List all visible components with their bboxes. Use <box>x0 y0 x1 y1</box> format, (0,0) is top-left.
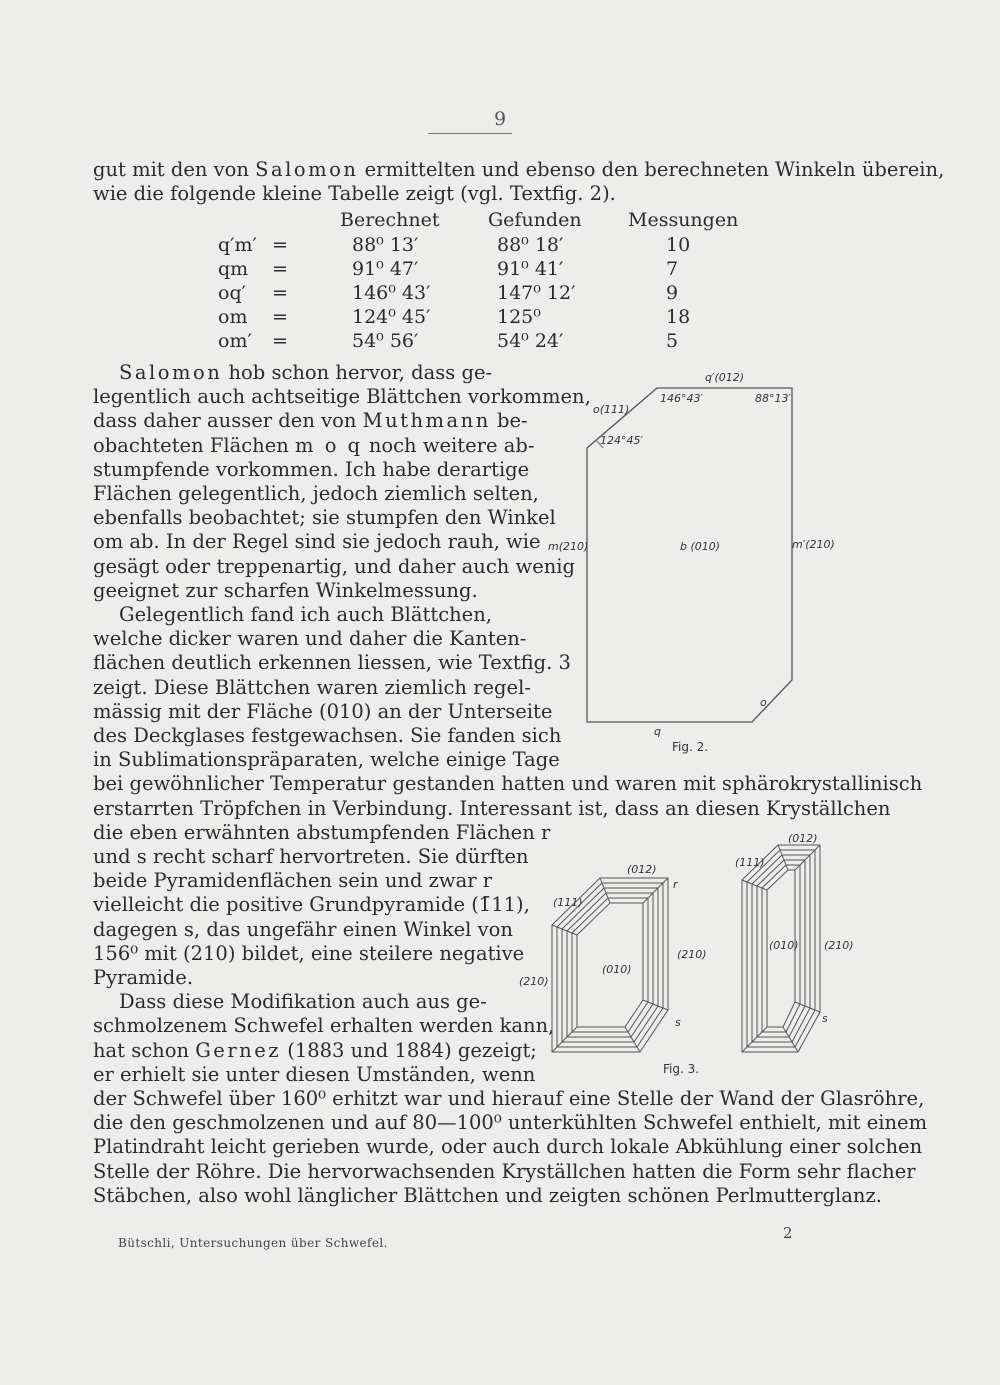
body-line <box>93 651 571 675</box>
page-number: 9 <box>493 108 507 130</box>
line-segment: wie die folgende kleine Tabelle zeigt (vgl. Textfig. 2). <box>93 182 616 205</box>
fig2-label-qprime: q′(012) <box>705 371 745 384</box>
line-segment: ermittelten und ebenso den berechneten Winkeln überein, <box>358 158 945 181</box>
fig3-drawing <box>515 828 854 1073</box>
table-face: om <box>218 306 248 328</box>
body-line <box>93 627 526 651</box>
spaced-name: Salomon <box>255 158 359 181</box>
line-segment: ebenfalls beobachtet; sie stumpfen den Winkel <box>93 506 556 530</box>
table-equals: = <box>272 306 288 328</box>
line-segment: mässig mit der Fläche (010) an der Unterseite <box>93 699 553 723</box>
fig2-label-q: q <box>654 725 661 738</box>
fig2-label-m: m(210) <box>548 540 589 553</box>
table-measurements: 18 <box>666 306 691 328</box>
line-segment: noch weitere ab- <box>362 433 535 457</box>
body-line <box>93 1160 916 1184</box>
table-found: 54⁰ 24′ <box>497 330 564 352</box>
fig3-right-label-right: (210) <box>824 939 854 952</box>
body-line <box>93 821 550 845</box>
line-segment: dass daher ausser den von <box>93 409 363 433</box>
spaced-name: Muthmann <box>362 409 491 433</box>
body-line <box>93 748 560 772</box>
line-segment: welche dicker waren und daher die Kanten- <box>93 627 527 651</box>
fig2-label-b: b (010) <box>680 540 721 553</box>
fig2-label-o2: o <box>760 696 767 709</box>
table-header-found: Gefunden <box>488 209 582 231</box>
body-line <box>93 700 552 724</box>
body-line <box>93 845 529 869</box>
body-line <box>93 434 534 458</box>
table-measurements: 10 <box>666 234 691 256</box>
spaced-name: m o q <box>295 433 363 457</box>
table-found: 88⁰ 18′ <box>497 234 564 256</box>
table-face: q′m′ <box>218 234 257 256</box>
line-segment: Dass diese Modifikation auch aus ge- <box>119 990 487 1014</box>
body-line <box>93 966 193 990</box>
line-segment: er erhielt sie unter diesen Umständen, wenn <box>93 1062 536 1086</box>
line-segment: dagegen s, das ungefähr einen Winkel von <box>93 917 513 941</box>
line-segment: in Sublimationspräparaten, welche einige Tage <box>93 748 560 772</box>
table-measurements: 9 <box>666 282 679 304</box>
body-line <box>93 1039 537 1063</box>
body-line <box>93 530 541 554</box>
table-found: 91⁰ 41′ <box>497 258 564 280</box>
body-line <box>93 1063 535 1087</box>
body-line <box>93 869 492 893</box>
body-line <box>93 772 922 796</box>
fig3-right-label-s: s <box>822 1012 828 1025</box>
line-segment: schmolzenem Schwefel erhalten werden kann, <box>93 1014 555 1038</box>
table-face: om′ <box>218 330 252 352</box>
line-segment: (1883 und 1884) gezeigt; <box>281 1038 537 1062</box>
line-segment: om ab. In der Regel sind sie jedoch rauh, wie <box>93 530 541 554</box>
fig2-angle-146: 146°43′ <box>660 392 703 405</box>
body-line <box>93 724 561 748</box>
line-segment: flächen deutlich erkennen liessen, wie Textfig. 3 <box>93 651 571 675</box>
body-line <box>93 1111 927 1135</box>
table-found: 147⁰ 12′ <box>497 282 576 304</box>
body-line <box>93 893 530 917</box>
line-segment: Gelegentlich fand ich auch Blättchen, <box>119 603 492 626</box>
sheet-number: 2 <box>783 1224 793 1242</box>
line-segment: des Deckglases festgewachsen. Sie fanden sich <box>93 724 562 747</box>
body-line <box>119 361 492 385</box>
spaced-name: Gernez <box>195 1038 282 1062</box>
line-segment: gesägt oder treppenartig, und daher auch wenig <box>93 554 576 578</box>
fig2-drawing <box>540 365 835 745</box>
page-number-rule <box>428 133 512 134</box>
body-line <box>93 482 539 506</box>
fig3-left-label-right: (210) <box>677 948 707 961</box>
line-segment: und s recht scharf hervortreten. Sie dürften <box>93 845 529 868</box>
table-calculated: 88⁰ 13′ <box>352 234 419 256</box>
body-line <box>93 579 478 603</box>
fig3-left-label-left: (210) <box>519 975 549 988</box>
fig3-caption: Fig. 3. <box>663 1062 700 1076</box>
body-line <box>119 603 492 627</box>
body-line <box>93 1087 924 1111</box>
line-segment: Stäbchen, also wohl länglicher Blättchen und zeigten schönen Perlmutterglanz. <box>93 1183 882 1207</box>
table-equals: = <box>272 234 288 256</box>
line-segment: be- <box>490 409 528 433</box>
fig3-left-label-s: s <box>675 1016 681 1029</box>
fig2-angle-124: 124°45′ <box>600 434 643 447</box>
spaced-name: Salomon <box>119 361 223 384</box>
table-equals: = <box>272 282 288 304</box>
table-header-calc: Berechnet <box>340 209 440 231</box>
intro-line <box>93 158 944 182</box>
line-segment: Flächen gelegentlich, jedoch ziemlich selten, <box>93 482 539 505</box>
table-calculated: 91⁰ 47′ <box>352 258 419 280</box>
line-segment: hat schon <box>93 1038 196 1062</box>
fig3-left-label-top: (012) <box>627 863 657 876</box>
body-line <box>93 1135 922 1159</box>
footer-text: Bütschli, Untersuchungen über Schwefel. <box>118 1236 388 1250</box>
table-measurements: 7 <box>666 258 679 280</box>
body-line <box>93 797 890 821</box>
line-segment: gut mit den von <box>93 158 256 181</box>
fig2-caption: Fig. 2. <box>672 740 709 754</box>
table-measurements: 5 <box>666 330 679 352</box>
fig2-label-mprime: m′(210) <box>792 538 835 551</box>
fig2-angle-88: 88°13′ <box>755 392 791 405</box>
body-line <box>93 409 528 433</box>
line-segment: die eben erwähnten abstumpfenden Flächen r <box>93 820 551 844</box>
line-segment: hob schon hervor, dass ge- <box>222 361 493 384</box>
body-line <box>93 918 513 942</box>
body-line <box>93 942 524 966</box>
fig3-right-label-top: (012) <box>788 832 818 845</box>
body-line <box>93 1184 882 1208</box>
line-segment: beide Pyramidenflächen sein und zwar r <box>93 869 493 893</box>
body-line <box>93 676 531 700</box>
fig3-left-label-ul: (111) <box>553 896 583 909</box>
fig3-left-label-r: r <box>673 878 678 891</box>
line-segment: der Schwefel über 160⁰ erhitzt war und hierauf eine Stelle der Wand der Glasröhre, <box>93 1087 925 1110</box>
body-line <box>93 506 556 530</box>
body-line <box>93 555 575 579</box>
line-segment: stumpfende vorkommen. Ich habe derartige <box>93 457 530 481</box>
line-segment: obachteten Flächen <box>93 433 296 457</box>
line-segment: erstarrten Tröpfchen in Verbindung. Interessant ist, dass an diesen Kryställchen <box>93 796 891 820</box>
body-line <box>93 385 591 409</box>
table-face: qm <box>218 258 249 280</box>
line-segment: die den geschmolzenen und auf 80—100⁰ unterkühlten Schwefel enthielt, mit einem <box>93 1111 928 1135</box>
line-segment: zeigt. Diese Blättchen waren ziemlich regel- <box>93 675 531 699</box>
line-segment: bei gewöhnlicher Temperatur gestanden hatten und waren mit sphärokrystallinisch <box>93 772 923 796</box>
line-segment: vielleicht die positive Grundpyramide (1̄11), <box>93 893 530 917</box>
line-segment: Platindraht leicht gerieben wurde, oder auch durch lokale Abkühlung einer solchen <box>93 1135 923 1159</box>
table-calculated: 54⁰ 56′ <box>352 330 419 352</box>
line-segment: geeignet zur scharfen Winkelmessung. <box>93 578 478 602</box>
fig3-right-label-ul: (111) <box>735 856 765 869</box>
fig2-label-o: o(111) <box>593 403 630 416</box>
body-line <box>93 1014 554 1038</box>
line-segment: Stelle der Röhre. Die hervorwachsenden Kryställchen hatten die Form sehr flacher <box>93 1159 916 1183</box>
table-header-count: Messungen <box>628 209 739 231</box>
table-calculated: 124⁰ 45′ <box>352 306 431 328</box>
line-segment: legentlich auch achtseitige Blättchen vorkommen, <box>93 385 591 409</box>
line-segment: Pyramide. <box>93 966 194 989</box>
intro-line <box>93 182 616 206</box>
body-line <box>93 458 529 482</box>
table-equals: = <box>272 258 288 280</box>
body-line <box>119 990 487 1014</box>
table-calculated: 146⁰ 43′ <box>352 282 431 304</box>
fig3-right-label-center: (010) <box>769 939 799 952</box>
table-face: oq′ <box>218 282 246 304</box>
fig3-left-label-center: (010) <box>602 963 632 976</box>
line-segment: 156⁰ mit (210) bildet, eine steilere negative <box>93 941 525 965</box>
table-found: 125⁰ <box>497 306 541 328</box>
table-equals: = <box>272 330 288 352</box>
